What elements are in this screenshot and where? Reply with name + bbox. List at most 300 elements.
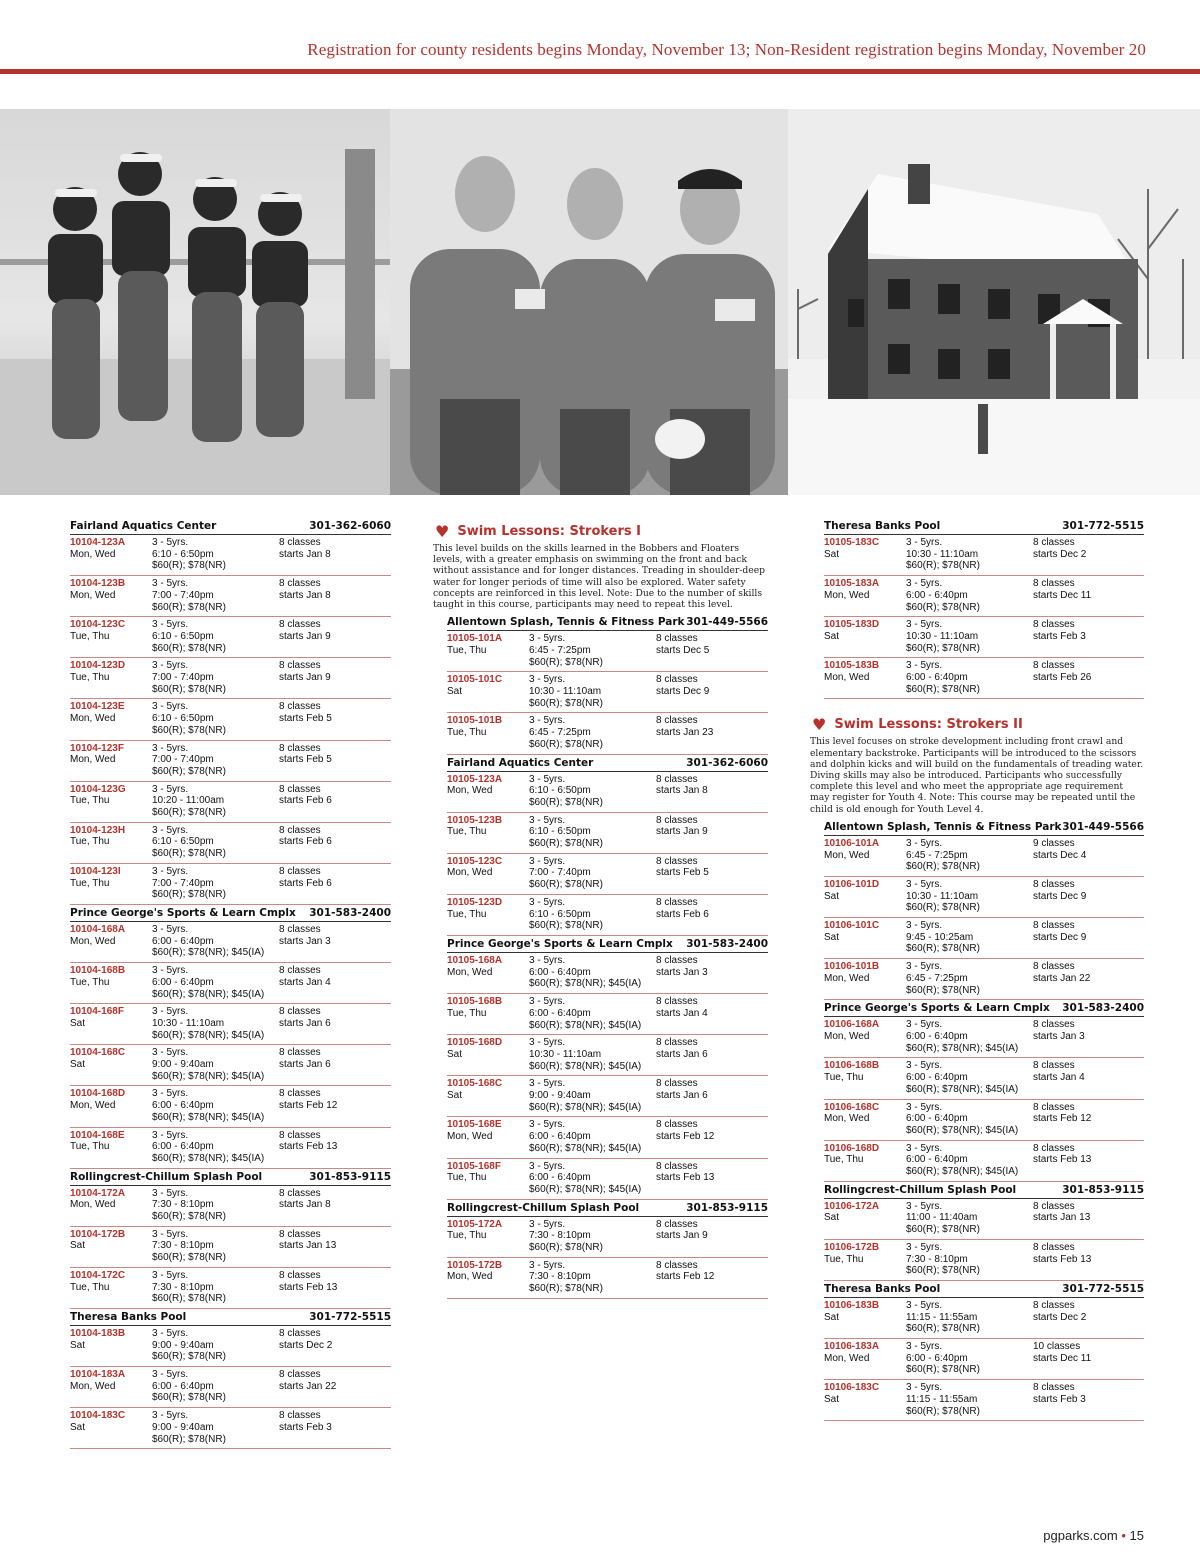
class-fee: $60(R); $78(NR) xyxy=(152,765,226,777)
class-start: starts Jan 3 xyxy=(279,935,331,947)
class-sessions-cell xyxy=(1033,961,1144,996)
class-fee: $60(R); $78(NR); $45(IA) xyxy=(529,1060,642,1072)
class-start: starts Jan 9 xyxy=(279,630,331,642)
location-block xyxy=(447,755,768,936)
class-start: starts Dec 11 xyxy=(1033,589,1092,601)
class-start: starts Feb 6 xyxy=(656,908,709,920)
class-code: 10105-168E xyxy=(447,1119,502,1131)
class-row xyxy=(824,1199,1144,1240)
location-name: Theresa Banks Pool xyxy=(824,520,941,532)
class-age: 3 - 5yrs. xyxy=(529,773,566,785)
class-code-cell xyxy=(824,619,906,654)
class-count: 8 classes xyxy=(1033,619,1075,631)
class-details-cell xyxy=(529,1161,656,1196)
location-header xyxy=(824,819,1144,836)
class-count: 8 classes xyxy=(279,701,321,713)
class-time: 6:00 - 6:40pm xyxy=(906,589,968,601)
class-fee: $60(R); $78(NR) xyxy=(529,796,603,808)
class-row xyxy=(447,1076,768,1117)
class-age: 3 - 5yrs. xyxy=(152,1047,189,1059)
location-name: Fairland Aquatics Center xyxy=(70,520,217,532)
class-details-cell xyxy=(529,856,656,891)
class-code: 10104-123F xyxy=(70,742,124,754)
class-start: starts Jan 6 xyxy=(656,1048,708,1060)
class-details-cell xyxy=(906,1060,1033,1095)
section-title xyxy=(810,715,1144,734)
class-details-cell xyxy=(152,619,279,654)
schedule-column-3 xyxy=(810,518,1144,1421)
class-fee: $60(R); $78(NR); $45(IA) xyxy=(152,1029,265,1041)
class-sessions-cell xyxy=(656,856,768,891)
class-age: 3 - 5yrs. xyxy=(529,1078,566,1090)
class-code: 10105-168D xyxy=(447,1037,503,1049)
class-code-cell xyxy=(70,743,152,778)
class-time: 6:00 - 6:40pm xyxy=(906,1072,968,1084)
class-row xyxy=(824,959,1144,1000)
class-start: starts Feb 5 xyxy=(279,754,332,766)
class-fee: $60(R); $78(NR) xyxy=(906,1364,980,1376)
class-fee: $60(R); $78(NR) xyxy=(906,1323,980,1335)
class-code-cell xyxy=(70,924,152,959)
class-time: 10:30 - 11:10am xyxy=(906,890,979,902)
class-time: 6:45 - 7:25pm xyxy=(906,849,968,861)
class-time: 6:00 - 6:40pm xyxy=(152,935,214,947)
class-fee: $60(R); $78(NR) xyxy=(152,724,226,736)
class-code-cell xyxy=(70,578,152,613)
class-code: 10105-183D xyxy=(824,619,880,631)
class-details-cell xyxy=(152,1047,279,1082)
class-details-cell xyxy=(906,961,1033,996)
class-fee: $60(R); $78(NR); $45(IA) xyxy=(529,1183,642,1195)
class-start: starts Feb 3 xyxy=(1033,1393,1086,1405)
class-days: Tue, Thu xyxy=(70,1281,110,1293)
class-age: 3 - 5yrs. xyxy=(906,837,943,849)
class-code-cell xyxy=(447,674,529,709)
class-count: 8 classes xyxy=(279,1327,321,1339)
class-days: Mon, Wed xyxy=(824,972,870,984)
class-fee: $60(R); $78(NR); $45(IA) xyxy=(906,1042,1019,1054)
class-time: 7:30 - 8:10pm xyxy=(906,1253,968,1265)
class-count: 8 classes xyxy=(656,855,698,867)
class-row xyxy=(447,713,768,754)
class-age: 3 - 5yrs. xyxy=(152,742,189,754)
footer-separator: • xyxy=(1121,1528,1126,1543)
class-days: Tue, Thu xyxy=(824,1154,864,1166)
class-row xyxy=(70,823,391,864)
class-code: 10104-168B xyxy=(70,965,126,977)
location-block xyxy=(70,905,391,1169)
class-start: starts Feb 5 xyxy=(656,867,709,879)
class-sessions-cell xyxy=(279,701,391,736)
class-days: Mon, Wed xyxy=(70,548,116,560)
class-days: Tue, Thu xyxy=(447,727,487,739)
class-count: 8 classes xyxy=(279,1129,321,1141)
class-fee: $60(R); $78(NR) xyxy=(906,683,980,695)
class-details-cell xyxy=(152,578,279,613)
location-header xyxy=(447,755,768,772)
class-fee: $60(R); $78(NR) xyxy=(906,1265,980,1277)
class-code-cell xyxy=(70,1270,152,1305)
class-start: starts Feb 5 xyxy=(279,713,332,725)
class-fee: $60(R); $78(NR) xyxy=(906,601,980,613)
class-sessions-cell xyxy=(656,1119,768,1154)
class-age: 3 - 5yrs. xyxy=(152,701,189,713)
class-days: Mon, Wed xyxy=(824,849,870,861)
class-time: 9:45 - 10:25am xyxy=(906,931,974,943)
class-days: Tue, Thu xyxy=(447,908,487,920)
class-time: 9:00 - 9:40am xyxy=(152,1339,214,1351)
class-age: 3 - 5yrs. xyxy=(152,1228,189,1240)
class-count: 8 classes xyxy=(1033,537,1075,548)
class-time: 6:10 - 6:50pm xyxy=(529,785,591,797)
class-sessions-cell xyxy=(279,1047,391,1082)
class-sessions-cell xyxy=(279,1328,391,1363)
class-sessions-cell xyxy=(656,955,768,990)
class-count: 8 classes xyxy=(1033,578,1075,590)
class-sessions-cell xyxy=(279,660,391,695)
class-sessions-cell xyxy=(279,825,391,860)
class-code: 10106-183C xyxy=(824,1382,880,1394)
location-phone: 301-449-5566 xyxy=(1062,820,1144,833)
class-time: 7:00 - 7:40pm xyxy=(152,877,214,889)
class-age: 3 - 5yrs. xyxy=(152,923,189,935)
location-name: Theresa Banks Pool xyxy=(824,1282,941,1295)
location-phone: 301-583-2400 xyxy=(686,937,768,950)
class-code-cell xyxy=(824,1382,906,1417)
class-details-cell xyxy=(152,1229,279,1264)
class-sessions-cell xyxy=(1033,1019,1144,1054)
class-fee: $60(R); $78(NR); $45(IA) xyxy=(906,1124,1019,1136)
class-days: Tue, Thu xyxy=(70,672,110,684)
class-fee: $60(R); $78(NR) xyxy=(152,1211,226,1223)
class-code: 10106-183A xyxy=(824,1341,880,1353)
class-row xyxy=(824,1100,1144,1141)
class-time: 7:00 - 7:40pm xyxy=(152,754,214,766)
class-sessions-cell xyxy=(279,619,391,654)
class-code-cell xyxy=(70,1369,152,1404)
class-days: Sat xyxy=(824,1212,840,1224)
class-time: 6:00 - 6:40pm xyxy=(906,1154,968,1166)
class-code-cell xyxy=(447,856,529,891)
class-code-cell xyxy=(447,1260,529,1295)
class-count: 8 classes xyxy=(656,1160,698,1172)
class-days: Tue, Thu xyxy=(824,1253,864,1265)
class-code-cell xyxy=(70,866,152,901)
location-header xyxy=(447,936,768,953)
class-details-cell xyxy=(529,1119,656,1154)
class-details-cell xyxy=(906,838,1033,873)
class-days: Tue, Thu xyxy=(70,836,110,848)
class-days: Mon, Wed xyxy=(447,966,493,978)
class-time: 10:30 - 11:10am xyxy=(152,1017,225,1029)
class-code: 10105-123D xyxy=(447,896,503,908)
site-url[interactable]: pgparks.com xyxy=(1043,1528,1118,1543)
class-start: starts Feb 13 xyxy=(279,1281,338,1293)
page-footer xyxy=(1043,1528,1144,1543)
class-start: starts Jan 22 xyxy=(1033,972,1091,984)
class-time: 6:10 - 6:50pm xyxy=(529,826,591,838)
location-name: Prince George's Sports & Learn Cmplx xyxy=(70,906,296,919)
class-code-cell xyxy=(824,1143,906,1178)
class-sessions-cell xyxy=(279,1410,391,1445)
class-fee: $60(R); $78(NR) xyxy=(529,738,603,750)
class-code-cell xyxy=(70,537,152,572)
location-name: Allentown Splash, Tennis & Fitness Park xyxy=(824,820,1062,833)
class-age: 3 - 5yrs. xyxy=(152,1129,189,1141)
class-age: 3 - 5yrs. xyxy=(152,578,189,590)
class-code-cell xyxy=(70,701,152,736)
class-count: 8 classes xyxy=(279,660,321,672)
class-sessions-cell xyxy=(656,1037,768,1072)
location-block xyxy=(70,518,391,905)
class-code: 10106-101A xyxy=(824,837,880,849)
class-start: starts Feb 6 xyxy=(279,877,332,889)
class-row xyxy=(70,741,391,782)
class-count: 8 classes xyxy=(279,1047,321,1059)
class-code-cell xyxy=(70,1328,152,1363)
class-count: 8 classes xyxy=(1033,660,1075,672)
class-details-cell xyxy=(906,1242,1033,1277)
class-row xyxy=(70,864,391,905)
class-code-cell xyxy=(824,578,906,613)
location-name: Prince George's Sports & Learn Cmplx xyxy=(447,937,673,950)
class-code: 10104-183B xyxy=(70,1327,126,1339)
class-fee: $60(R); $78(NR); $45(IA) xyxy=(906,1083,1019,1095)
location-phone: 301-583-2400 xyxy=(1062,1002,1144,1015)
class-row xyxy=(824,576,1144,617)
class-time: 6:45 - 7:25pm xyxy=(529,727,591,739)
class-start: starts Dec 9 xyxy=(1033,890,1087,902)
location-block xyxy=(824,518,1144,699)
class-sessions-cell xyxy=(656,1161,768,1196)
class-age: 3 - 5yrs. xyxy=(906,1382,943,1394)
class-age: 3 - 5yrs. xyxy=(152,537,189,548)
class-fee: $60(R); $78(NR) xyxy=(529,1283,603,1295)
class-details-cell xyxy=(529,715,656,750)
section-description: This level builds on the skills learned in the Bobbers and Floaters levels, with a greater emphasis on swimming on the front and back without assistance and for longer distances. Treading in shoulder-deep water for longer periods of time will also be explored. Water safety concepts are reinforced in this level. Note: Due to the number of skills taught in this course, participants may need to repeat this level. xyxy=(433,543,766,611)
class-code-cell xyxy=(447,996,529,1031)
class-details-cell xyxy=(529,996,656,1031)
class-code: 10104-123G xyxy=(70,783,126,795)
header-rule xyxy=(0,69,1200,74)
location-header xyxy=(824,1182,1144,1199)
class-count: 8 classes xyxy=(279,1187,321,1199)
class-count: 8 classes xyxy=(656,773,698,785)
class-age: 3 - 5yrs. xyxy=(152,1327,189,1339)
location-header xyxy=(824,518,1144,535)
class-row xyxy=(70,1186,391,1227)
class-details-cell xyxy=(529,955,656,990)
class-count: 10 classes xyxy=(1033,1341,1081,1353)
class-time: 7:30 - 8:10pm xyxy=(529,1271,591,1283)
class-time: 7:30 - 8:10pm xyxy=(152,1281,214,1293)
class-row xyxy=(70,1326,391,1367)
class-count: 8 classes xyxy=(656,1119,698,1131)
class-sessions-cell xyxy=(656,1219,768,1254)
class-time: 10:30 - 11:10am xyxy=(529,1048,602,1060)
class-days: Sat xyxy=(447,1090,463,1102)
class-count: 8 classes xyxy=(279,783,321,795)
class-sessions-cell xyxy=(1033,1143,1144,1178)
class-fee: $60(R); $78(NR) xyxy=(152,889,226,901)
class-code: 10106-183B xyxy=(824,1299,880,1311)
location-header xyxy=(447,614,768,631)
class-code-cell xyxy=(70,825,152,860)
class-sessions-cell xyxy=(1033,1201,1144,1236)
class-time: 6:00 - 6:40pm xyxy=(906,1113,968,1125)
class-time: 6:45 - 7:25pm xyxy=(529,644,591,656)
class-code-cell xyxy=(447,1161,529,1196)
class-start: starts Jan 23 xyxy=(656,727,714,739)
class-fee: $60(R); $78(NR); $45(IA) xyxy=(152,947,265,959)
class-age: 3 - 5yrs. xyxy=(152,865,189,877)
location-name: Rollingcrest-Chillum Splash Pool xyxy=(824,1183,1017,1196)
class-code: 10104-168C xyxy=(70,1047,126,1059)
class-days: Mon, Wed xyxy=(824,589,870,601)
class-code-cell xyxy=(824,1019,906,1054)
class-sessions-cell xyxy=(656,774,768,809)
class-days: Mon, Wed xyxy=(824,1113,870,1125)
class-fee: $60(R); $78(NR); $45(IA) xyxy=(529,1101,642,1113)
class-code: 10104-172B xyxy=(70,1228,126,1240)
class-count: 8 classes xyxy=(279,742,321,754)
class-fee: $60(R); $78(NR) xyxy=(529,1242,603,1254)
class-fee: $60(R); $78(NR) xyxy=(152,642,226,654)
class-fee: $60(R); $78(NR); $45(IA) xyxy=(152,1111,265,1123)
class-age: 3 - 5yrs. xyxy=(152,824,189,836)
class-code-cell xyxy=(447,1119,529,1154)
class-row xyxy=(70,782,391,823)
class-code: 10104-168D xyxy=(70,1088,126,1100)
class-code: 10104-168E xyxy=(70,1129,125,1141)
class-age: 3 - 5yrs. xyxy=(529,1259,566,1271)
class-start: starts Jan 13 xyxy=(279,1240,337,1252)
class-row xyxy=(70,576,391,617)
class-age: 3 - 5yrs. xyxy=(152,1006,189,1018)
class-days: Tue, Thu xyxy=(70,630,110,642)
class-code-cell xyxy=(70,1229,152,1264)
location-name: Prince George's Sports & Learn Cmplx xyxy=(824,1002,1050,1015)
class-code: 10104-123I xyxy=(70,865,121,877)
class-code-cell xyxy=(70,784,152,819)
schedule-column-1 xyxy=(70,518,391,1449)
class-row xyxy=(70,1408,391,1449)
class-days: Mon, Wed xyxy=(70,713,116,725)
class-code: 10105-101A xyxy=(447,633,503,645)
class-sessions-cell xyxy=(1033,1060,1144,1095)
class-code: 10106-172B xyxy=(824,1241,880,1253)
class-start: starts Feb 12 xyxy=(656,1271,715,1283)
class-sessions-cell xyxy=(1033,1382,1144,1417)
location-phone: 301-772-5515 xyxy=(1062,1282,1144,1295)
class-count: 8 classes xyxy=(1033,1060,1075,1072)
class-days: Mon, Wed xyxy=(824,1352,870,1364)
class-row xyxy=(447,772,768,813)
class-start: starts Jan 3 xyxy=(656,966,708,978)
class-count: 8 classes xyxy=(1033,1382,1075,1394)
class-fee: $60(R); $78(NR); $45(IA) xyxy=(152,1152,265,1164)
class-age: 3 - 5yrs. xyxy=(906,1060,943,1072)
class-sessions-cell xyxy=(1033,920,1144,955)
class-sessions-cell xyxy=(1033,660,1144,695)
class-code: 10106-168D xyxy=(824,1142,880,1154)
class-time: 6:00 - 6:40pm xyxy=(906,1031,968,1042)
section-description: This level focuses on stroke development including front crawl and elementary backstroke. Participants will be introduced to the scissors and dolphin kicks and will build on the fundamentals of treading water. Diving skills may also be introduced. Participants who successfully complete this level and who meet the appropriate age requirement may register for Youth 4. Note: This course may be repeated until the child is old enough for Youth Level 4. xyxy=(810,736,1144,815)
class-age: 3 - 5yrs. xyxy=(906,1101,943,1113)
location-header xyxy=(824,1281,1144,1298)
class-row xyxy=(824,1380,1144,1421)
class-details-cell xyxy=(152,1328,279,1363)
class-count: 8 classes xyxy=(656,996,698,1008)
location-block xyxy=(824,819,1144,1000)
class-time: 11:15 - 11:55am xyxy=(906,1311,978,1323)
class-code: 10105-168F xyxy=(447,1160,501,1172)
location-phone: 301-772-5515 xyxy=(1062,520,1144,532)
location-header xyxy=(70,1309,391,1326)
section-intro xyxy=(433,522,768,610)
class-count: 8 classes xyxy=(656,814,698,826)
class-code-cell xyxy=(70,1188,152,1223)
class-row xyxy=(824,1298,1144,1339)
class-row xyxy=(447,1159,768,1200)
class-age: 3 - 5yrs. xyxy=(152,1187,189,1199)
location-block xyxy=(70,1309,391,1449)
class-days: Mon, Wed xyxy=(70,1199,116,1211)
location-phone: 301-583-2400 xyxy=(309,906,391,919)
class-details-cell xyxy=(906,578,1033,613)
class-sessions-cell xyxy=(279,924,391,959)
class-age: 3 - 5yrs. xyxy=(529,814,566,826)
class-row xyxy=(70,1045,391,1086)
class-time: 6:45 - 7:25pm xyxy=(906,972,968,984)
class-age: 3 - 5yrs. xyxy=(906,619,943,631)
class-days: Tue, Thu xyxy=(447,1007,487,1019)
location-block xyxy=(824,1000,1144,1181)
class-count: 8 classes xyxy=(656,896,698,908)
location-name: Rollingcrest-Chillum Splash Pool xyxy=(70,1170,263,1183)
class-age: 3 - 5yrs. xyxy=(529,1218,566,1230)
class-time: 10:30 - 11:10am xyxy=(906,630,979,642)
class-days: Tue, Thu xyxy=(824,1072,864,1084)
class-start: starts Jan 8 xyxy=(279,548,331,560)
class-code: 10105-123A xyxy=(447,773,503,785)
class-code: 10106-168A xyxy=(824,1019,880,1031)
class-code-cell xyxy=(824,1060,906,1095)
class-days: Tue, Thu xyxy=(447,1230,487,1242)
class-days: Sat xyxy=(447,686,463,698)
class-sessions-cell xyxy=(656,996,768,1031)
class-row xyxy=(824,918,1144,959)
location-block xyxy=(824,1281,1144,1421)
class-sessions-cell xyxy=(1033,879,1144,914)
class-days: Mon, Wed xyxy=(70,589,116,601)
location-phone: 301-772-5515 xyxy=(309,1310,391,1323)
class-count: 8 classes xyxy=(279,865,321,877)
class-fee: $60(R); $78(NR) xyxy=(529,697,603,709)
class-row xyxy=(824,617,1144,658)
class-count: 8 classes xyxy=(279,1088,321,1100)
class-count: 8 classes xyxy=(279,965,321,977)
class-fee: $60(R); $78(NR) xyxy=(152,848,226,860)
class-days: Mon, Wed xyxy=(70,1380,116,1392)
class-code: 10104-172A xyxy=(70,1187,126,1199)
class-sessions-cell xyxy=(279,1130,391,1165)
class-age: 3 - 5yrs. xyxy=(906,1299,943,1311)
class-fee: $60(R); $78(NR) xyxy=(906,861,980,873)
class-start: starts Jan 8 xyxy=(279,1199,331,1211)
class-sessions-cell xyxy=(279,578,391,613)
class-row xyxy=(824,1141,1144,1182)
